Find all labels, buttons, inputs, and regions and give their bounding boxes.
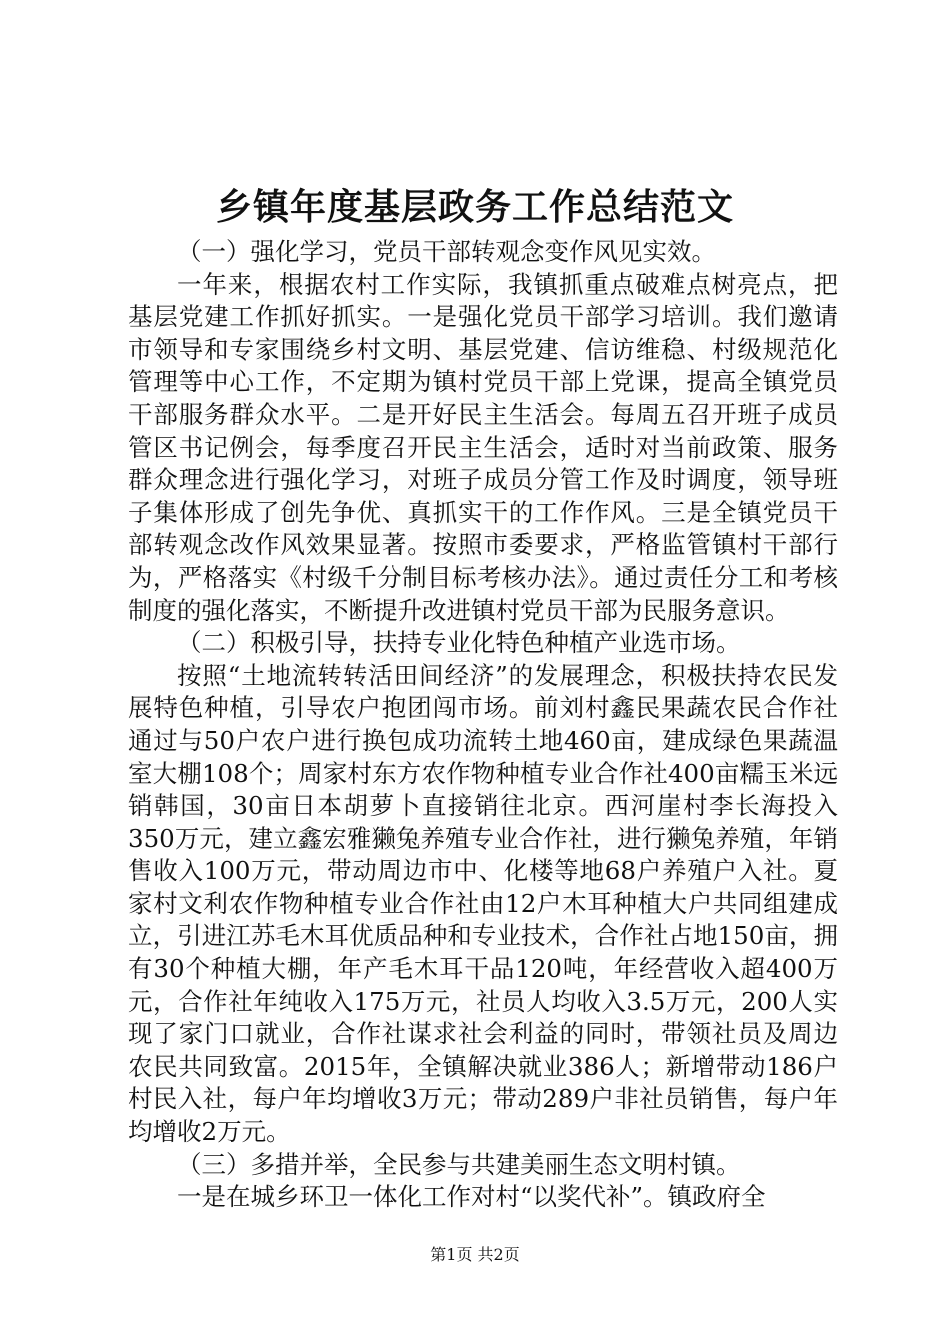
paragraph-party-building: 一年来，根据农村工作实际，我镇抓重点破难点树亮点，把基层党建工作抓好抓实。一是强化党员干部学习培训。我们邀请市领导和专家围绕乡村文明、基层党建、信访维稳、村级规范化管理等中心工作，不定期为镇村党员干部上党课，提高全镇党员干部服务群众水平。二是开好民主生活会。每周五召开班子成员管区书记例会，每季度召开民主生活会，适时对当前政策、服务群众理念进行强化学习，对班子成员分管工作及时调度，领导班子集体形成了创先争优、真抓实干的工作作风。三是全镇党员干部转观念改作风效果显著。按照市委要求，严格监管镇村干部行为，严格落实《村级千分制目标考核办法》。通过责任分工和考核制度的强化落实，不断提升改进镇村党员干部为民服务意识。 — [128, 269, 838, 625]
document-body — [128, 236, 838, 1214]
paragraph-ecological-village: 一是在城乡环卫一体化工作对村“以奖代补”。镇政府全 — [177, 1182, 766, 1212]
paragraph-specialty-planting: 按照“土地流转转活田间经济”的发展理念，积极扶持农民发展特色种植，引导农户抱团闯市场。前刘村鑫民果蔬农民合作社通过与50户农户进行换包成功流转土地460亩，建成绿色果蔬温室大棚108个；周家村东方农作物种植专业合作社400亩糯玉米远销韩国，30亩日本胡萝卜直接销往北京。西河崖村李长海投入350万元，建立鑫宏雅獭兔养殖专业合作社，进行獭兔养殖，年销售收入100万元，带动周边市中、化楼等地68户养殖户入社。夏家村文利农作物种植专业合作社由12户木耳种植大户共同组建成立，引进江苏毛木耳优质品种和专业技术，合作社占地150亩，拥有30个种植大棚，年产毛木耳干品120吨，年经营收入超400万元，合作社年纯收入175万元，社员人均收入3.5万元，200人实现了家门口就业，合作社谋求社会利益的同时，带领社员及周边农民共同致富。2015年，全镇解决就业386人；新增带动186户村民入社，每户年均增收3万元；带动289户非社员销售，每户年均增收2万元。 — [128, 660, 838, 1147]
document-title: 乡镇年度基层政务工作总结范文 — [215, 187, 734, 228]
section-heading-1: （一）强化学习，党员干部转观念变作风见实效。 — [177, 237, 716, 266]
page-number-footer: 第1页 共2页 — [430, 1245, 520, 1264]
section-heading-3: （三）多措并举，全民参与共建美丽生态文明村镇。 — [177, 1149, 741, 1179]
section-heading-2: （二）积极引导，扶持专业化特色种植产业选市场。 — [177, 628, 741, 658]
